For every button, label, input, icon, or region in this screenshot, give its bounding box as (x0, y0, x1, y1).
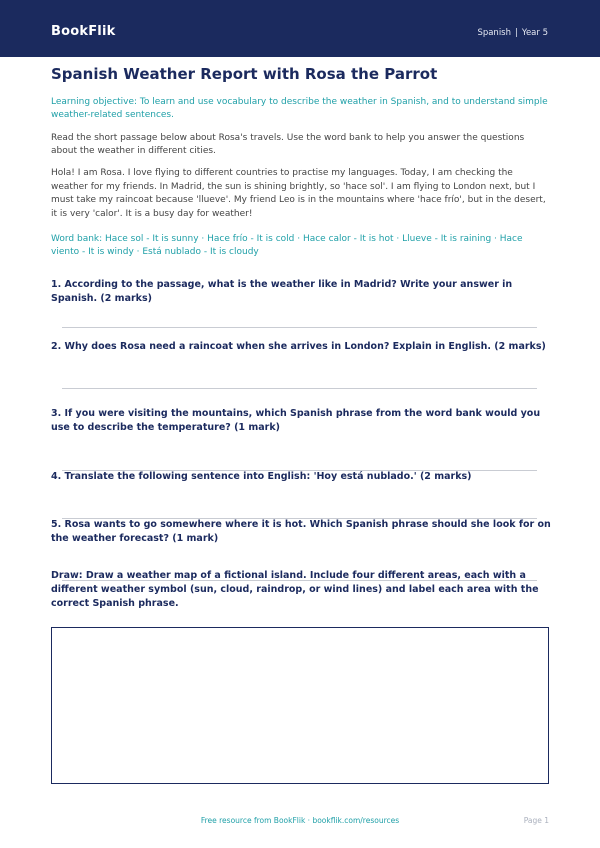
instructions: Read the short passage below about Rosa's travels. Use the word bank to help you answer the questions about the weather in different cities. (51, 133, 525, 156)
question-5: 5. Rosa wants to go somewhere where it is hot. Which Spanish phrase should she look for on the weather forecast? (1 mark) (51, 519, 551, 544)
answer-line-1[interactable] (62, 327, 537, 328)
answer-line-2[interactable] (62, 388, 537, 389)
learning-objective: Learning objective: To learn and use vocabulary to describe the weather in Spanish, and to understand simple weather-related sentences. (51, 97, 548, 120)
page-title: Spanish Weather Report with Rosa the Parrot (51, 65, 438, 83)
page-header (0, 0, 600, 57)
question-1: 1. According to the passage, what is the weather like in Madrid? Write your answer in Spanish. (2 marks) (51, 279, 513, 304)
word-bank: Word bank: Hace sol - It is sunny · Hace frío - It is cold · Hace calor - It is hot · Llueve - It is raining · Hace viento - It is windy · Está nublado - It is cloudy (51, 234, 523, 257)
page-footer (0, 816, 600, 830)
question-4: 4. Translate the following sentence into English: 'Hoy está nublado.' (2 marks) (51, 471, 472, 482)
meta-separator: | (515, 28, 518, 38)
footer-credit: Free resource from BookFlik · bookflik.com/resources (200, 816, 400, 825)
page-number: Page 1 (523, 816, 549, 825)
brand-logo: BookFlik (51, 24, 116, 39)
subject-label: Spanish (477, 28, 512, 38)
drawing-area[interactable] (51, 627, 549, 784)
reading-passage: Hola! I am Rosa. I love flying to different countries to practise my languages. Today, I am checking the weather for my friends. In Madrid, the sun is shining brightly, so 'hace sol'. I am flying to London next, but I must take my raincoat because 'llueve'. My friend Leo is in the mountains where 'hace frío', but in the desert, it is very 'calor'. It is a busy day for weather! (51, 168, 546, 219)
question-2: 2. Why does Rosa need a raincoat when she arrives in London? Explain in English. (2 marks) (51, 341, 546, 352)
question-3: 3. If you were visiting the mountains, which Spanish phrase from the word bank would you use to describe the temperature? (1 mark) (51, 408, 541, 433)
year-label: Year 5 (521, 28, 548, 38)
draw-task: Draw: Draw a weather map of a fictional island. Include four different areas, each with a different weather symbol (sun, cloud, raindrop, or wind lines) and label each area with the correct Spanish phrase. (51, 570, 539, 609)
subject-year-label (477, 28, 548, 38)
